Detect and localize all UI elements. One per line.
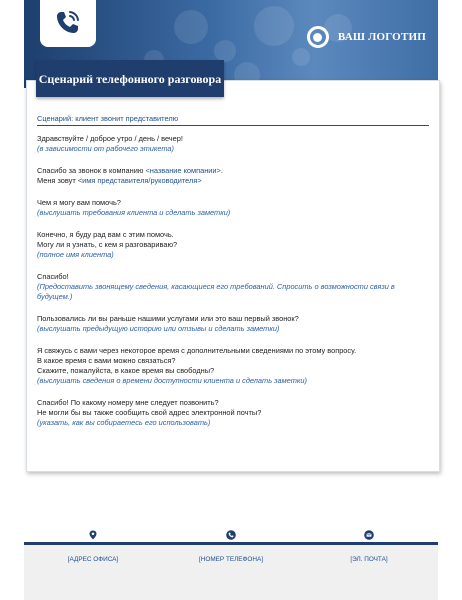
script-block-thanks — [37, 272, 429, 302]
phone-icon — [53, 7, 83, 37]
script-block-help — [37, 198, 429, 218]
script-note: (Предоставить звонящему сведения, касающиеся его требований. Спросить о возможности связи в будущем.) — [37, 282, 395, 301]
script-line: Спасибо! — [37, 272, 69, 281]
script-note: (в зависимости от рабочего этикета) — [37, 144, 175, 153]
script-block-followup — [37, 346, 429, 386]
script-note: (полное имя клиента) — [37, 250, 114, 259]
footer-email: [ЭЛ. ПОЧТА] — [350, 556, 388, 563]
script-note: (выслушать предыдущую историю или отзывы и сделать заметки) — [37, 324, 280, 333]
rep-name-placeholder: <имя представителя/руководителя> — [77, 176, 202, 185]
script-block-contact — [37, 398, 429, 428]
script-block-intro — [37, 166, 429, 186]
phone-icon — [226, 530, 236, 540]
footer — [24, 542, 438, 600]
company-name-placeholder: <название компании> — [145, 166, 221, 175]
script-line: Чем я могу вам помочь? — [37, 198, 121, 207]
script-line: Спасибо за звонок в компанию <название компании>. — [37, 166, 223, 175]
script-line: Конечно, я буду рад вам с этим помочь. — [37, 230, 174, 239]
footer-address: [АДРЕС ОФИСА] — [67, 556, 119, 563]
script-line: В какое время с вами можно связаться? — [37, 356, 176, 365]
envelope-icon — [364, 530, 374, 540]
script-content — [37, 114, 429, 440]
script-line: Пользовались ли вы раньше нашими услугами или это ваш первый звонок? — [37, 314, 299, 323]
logo — [307, 26, 426, 48]
script-line: Могу ли я узнать, с кем я разговариваю? — [37, 240, 178, 249]
script-line: Скажите, пожалуйста, в какое время вы свободны? — [37, 366, 215, 375]
script-line: Не могли бы вы также сообщить свой адрес электронной почты? — [37, 408, 262, 417]
script-line: Я свяжусь с вами через некоторое время с дополнительными сведениями по этому вопросу. — [37, 346, 357, 355]
page-title: Сценарий телефонного разговора — [36, 60, 224, 97]
script-block-history — [37, 314, 429, 334]
footer-phone: [НОМЕР ТЕЛЕФОНА] — [198, 556, 264, 563]
location-pin-icon — [88, 530, 98, 540]
footer-divider — [24, 542, 438, 545]
logo-text: ВАШ ЛОГОТИП — [337, 31, 426, 43]
scenario-label: Сценарий: клиент звонит представителю — [37, 114, 429, 126]
script-line: Меня зовут <имя представителя/руководителя> — [37, 176, 202, 185]
script-block-name — [37, 230, 429, 260]
script-line: Здравствуйте / доброе утро / день / вечер! — [37, 134, 183, 143]
script-note: (выслушать требования клиента и сделать заметки) — [37, 208, 231, 217]
script-note: (выслушать сведения о времени доступности клиента и сделать заметки) — [37, 376, 307, 385]
script-note: (указать, как вы собираетесь его использовать) — [37, 418, 211, 427]
script-line: Спасибо! По какому номеру мне следует позвонить? — [37, 398, 219, 407]
script-block-greeting — [37, 134, 429, 154]
logo-mark-icon — [307, 26, 329, 48]
phone-tile — [40, 0, 96, 47]
